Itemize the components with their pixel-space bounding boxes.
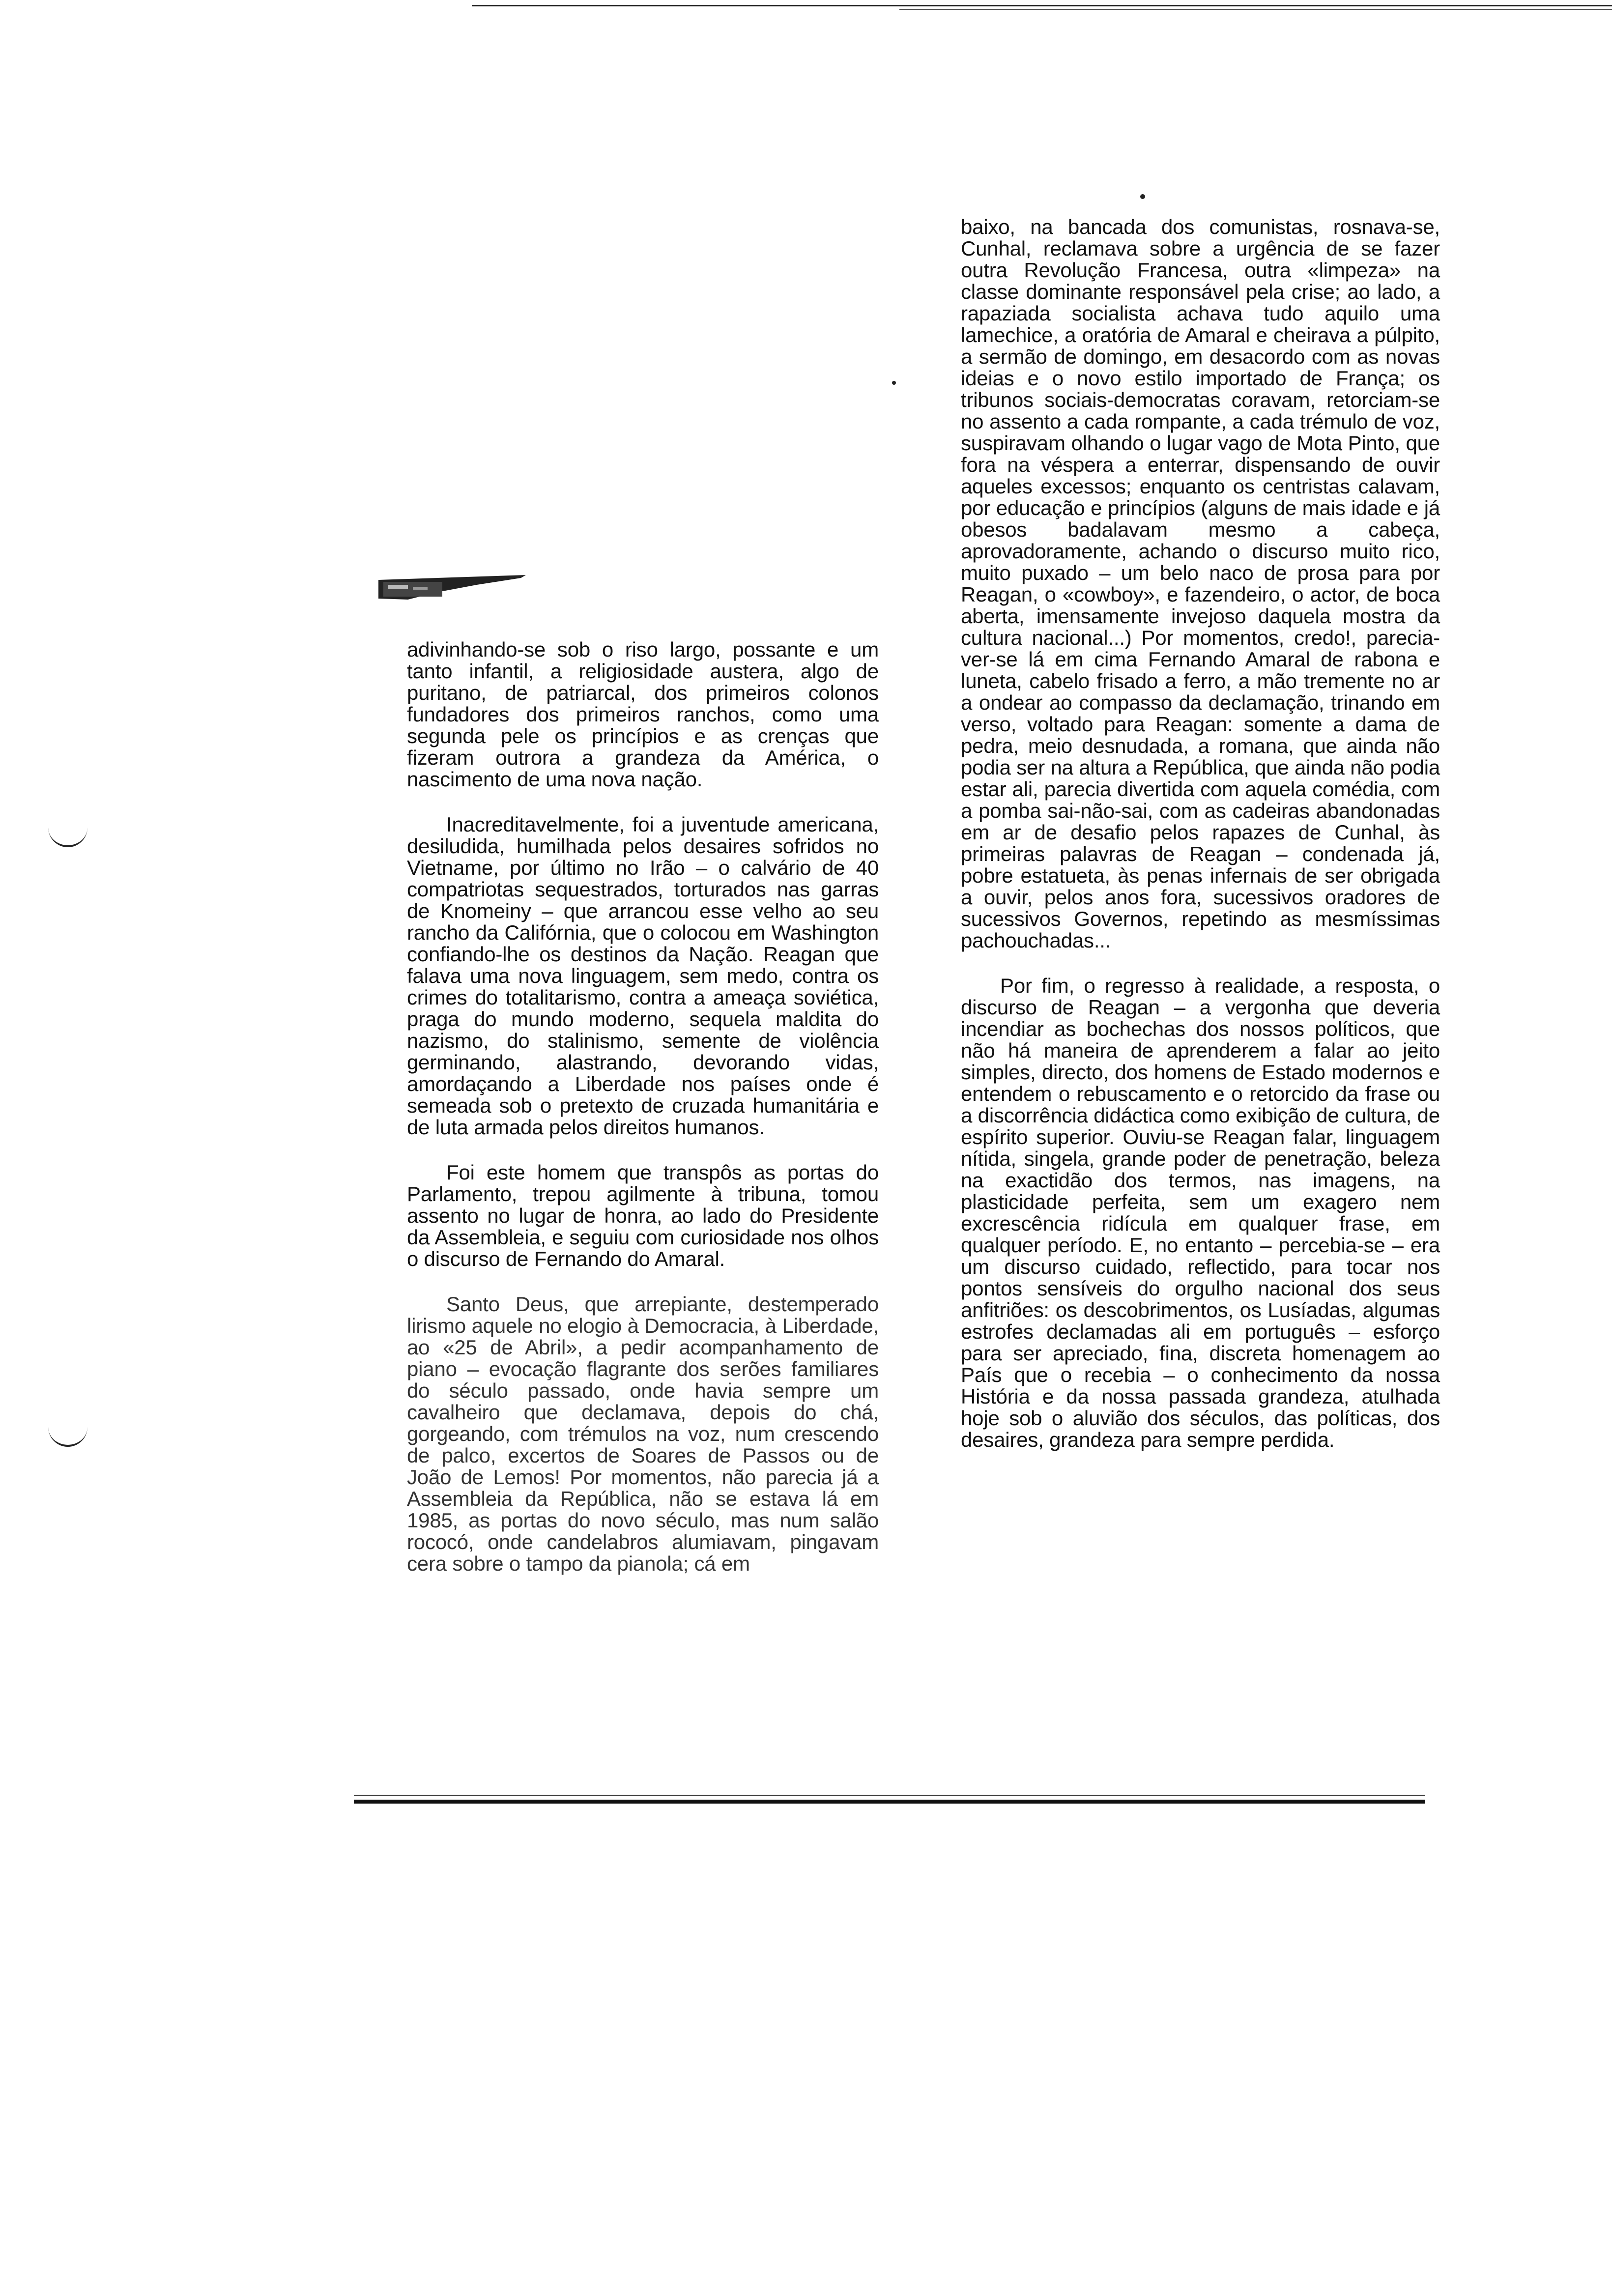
article-left-column: [407, 639, 879, 1598]
article-paragraph: Inacreditavelmente, foi a juventude americana, desiludida, humilhada pelos desaires sofridos no Vietname, por último no Irão – o calvário de 40 compatriotas sequestrados, torturados nas garras de Knomeiny – que arrancou esse velho ao seu rancho da Califórnia, que o colocou em Washington confiando-lhe os destinos da Nação. Reagan que falava uma nova linguagem, sem medo, contra os crimes do totalitarismo, contra a ameaça soviética, praga do mundo moderno, sequela maldita do nazismo, do stalinismo, semente de violência germinando, alastrando, devorando vidas, amordaçando a Liberdade nos países onde é semeada sob o pretexto de cruzada humanitária e de luta armada pelos direitos humanos.: [407, 813, 879, 1139]
article-paragraph: Santo Deus, que arrepiante, destemperado lirismo aquele no elogio à Democracia, à Liberdade, ao «25 de Abril», a pedir acompanhamento de piano – evocação flagrante dos serões familiares do século passado, onde havia sempre um cavalheiro que declamava, depois do chá, gorgeando, com trémulos na voz, num crescendo de palco, excertos de Soares de Passos ou de João de Lemos! Por momentos, não parecia já a Assembleia da República, não se estava lá em 1985, as portas do novo século, mas num salão rococó, onde candelabros alumiavam, pingavam cera sobre o tampo da pianola; cá em: [407, 1292, 879, 1575]
top-rule-secondary: [899, 9, 1612, 10]
article-paragraph: baixo, na bancada dos comunistas, rosnava-se, Cunhal, reclamava sobre a urgência de se fazer outra Revolução Francesa, outra «limpeza» na classe dominante responsável pela crise; ao lado, a rapaziada socialista achava tudo aquilo uma lamechice, a oratória de Amaral e cheirava a púlpito, a sermão de domingo, em desacordo com as novas ideias e o novo estilo importado de França; os tribunos sociais-democratas coravam, retorciam-se no assento a cada rompante, a cada trémulo de voz, suspiravam olhando o lugar vago de Mota Pinto, que fora na véspera a enterrar, dispensando de ouvir aqueles excessos; enquanto os centristas calavam, por educação e princípios (alguns de mais idade e já obesos badalavam mesmo a cabeça, aprovadoramente, achando o discurso muito rico, muito puxado – um belo naco de prosa para por Reagan, o «cowboy», e fazendeiro, o actor, de boca aberta, imensamente invejoso daquela mostra da cultura nacional...) Por momentos, credo!, parecia-ver-se lá em cima Fernando Amaral de rabona e luneta, cabelo frisado a ferro, a mão tremente no ar a ondear ao compasso da declamação, trinando em verso, voltado para Reagan: somente a dama de pedra, meio desnudada, a romana, que ainda não podia ser na altura a República, que ainda não podia estar ali, parecia divertida com aquela comédia, com a pomba sai-não-sai, com as cadeiras abandonadas em ar de desafio pelos rapazes de Cunhal, às primeiras palavras de Reagan – condenada já, pobre estatueta, às penas infernais de ser obrigada a ouvir, pelos anos fora, sucessivos oradores de sucessivos Governos, repetindo as mesmíssimas pachouchadas...: [961, 215, 1440, 952]
top-rule: [472, 5, 1612, 6]
article-paragraph: adivinhando-se sob o riso largo, possante e um tanto infantil, a religiosidade austera, algo de puritano, de patriarcal, dos primeiros colonos fundadores dos primeiros ranchos, como uma segunda pele os princípios e as crenças que fizeram outrora a grandeza da América, o nascimento de uma nova nação.: [407, 638, 879, 791]
article-right-column: [961, 216, 1440, 1474]
ink-smear: [378, 575, 526, 602]
binder-hole-mark: [48, 1425, 87, 1447]
bottom-rule: [354, 1800, 1425, 1804]
scan-dot-mark: [1140, 194, 1145, 199]
binder-hole-mark: [48, 826, 87, 847]
article-paragraph: Por fim, o regresso à realidade, a resposta, o discurso de Reagan – a vergonha que deveria incendiar as bochechas dos nossos políticos, que não há maneira de aprenderem a falar ao jeito simples, directo, dos homens de Estado modernos e entendem o rebuscamento e o retorcido da frase ou a discorrência didáctica como exibição de cultura, de espírito superior. Ouviu-se Reagan falar, linguagem nítida, singela, grande poder de penetração, beleza na exactidão dos termos, nas imagens, na plasticidade perfeita, sem um exagero nem excrescência ridícula em qualquer frase, em qualquer período. E, no entanto – percebia-se – era um discurso cuidado, reflectido, para tocar nos pontos sensíveis do orgulho nacional dos seus anfitriões: os descobrimentos, os Lusíadas, algumas estrofes declamadas ali em português – esforço para ser apreciado, fina, discreta homenagem ao País que o recebia – o conhecimento da nossa História e da nossa passada grandeza, atulhada hoje sob o aluvião dos séculos, das políticas, dos desaires, grandeza para sempre perdida.: [961, 974, 1440, 1451]
scan-dot-mark: [892, 381, 896, 385]
bottom-rule-thin: [354, 1795, 1425, 1796]
article-paragraph: Foi este homem que transpôs as portas do Parlamento, trepou agilmente à tribuna, tomou assento no lugar de honra, ao lado do Presidente da Assembleia, e seguiu com curiosidade nos olhos o discurso de Fernando do Amaral.: [407, 1161, 879, 1270]
